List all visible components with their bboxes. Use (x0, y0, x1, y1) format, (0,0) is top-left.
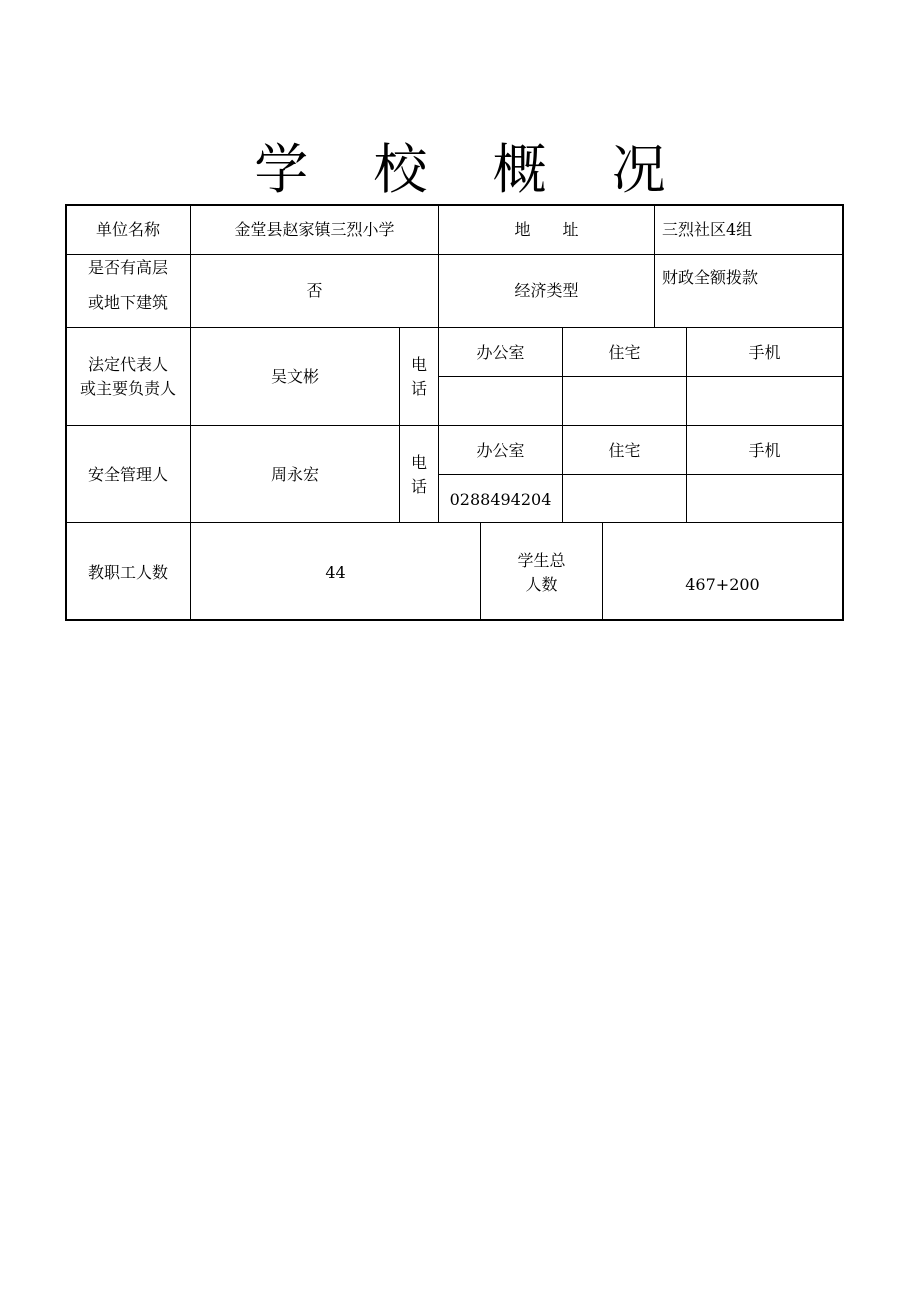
staff-count-value: 44 (325, 563, 346, 582)
unit-name-value: 金堂县赵家镇三烈小学 (234, 220, 395, 239)
safety-manager-label: 安全管理人 (87, 465, 168, 484)
safety-manager-value: 周永宏 (270, 465, 319, 484)
row-divider (66, 254, 843, 255)
economic-type-label: 经济类型 (514, 281, 579, 300)
row-divider (66, 327, 843, 328)
table-border-top (65, 204, 844, 206)
table-border-bottom (65, 619, 844, 621)
student-count-label-line2: 人数 (525, 575, 558, 594)
page-title: 学 校 概 况 (254, 138, 690, 201)
row-divider (66, 425, 843, 426)
col-divider (654, 205, 655, 327)
staff-count-label: 教职工人数 (87, 563, 168, 582)
economic-type-value: 财政全额拨款 (662, 268, 759, 287)
col-divider (190, 205, 191, 620)
address-value: 三烈社区4组 (662, 220, 753, 239)
mobile-phone-header: 手机 (748, 343, 781, 362)
unit-name-label: 单位名称 (95, 220, 160, 239)
row-divider (438, 474, 843, 475)
highrise-value: 否 (306, 281, 323, 300)
home-phone-header: 住宅 (608, 441, 641, 460)
student-count-label-line1: 学生总 (517, 551, 566, 570)
office-phone-header: 办公室 (476, 343, 525, 362)
phone-label-line2: 话 (410, 477, 427, 496)
office-phone-header: 办公室 (476, 441, 525, 460)
safety-office-phone: 0288494204 (449, 490, 552, 509)
row-divider (438, 376, 843, 377)
col-divider (602, 522, 603, 620)
phone-label-line1: 电 (410, 453, 427, 472)
home-phone-header: 住宅 (608, 343, 641, 362)
legal-rep-label-line1: 法定代表人 (87, 355, 168, 374)
legal-rep-value: 吴文彬 (270, 367, 319, 386)
highrise-label-line1: 是否有高层 (87, 258, 168, 277)
legal-rep-label-line2: 或主要负责人 (79, 379, 176, 398)
phone-label-line2: 话 (410, 379, 427, 398)
student-count-value: 467+200 (685, 575, 760, 594)
address-label: 地 址 (514, 220, 579, 239)
highrise-label-line2: 或地下建筑 (87, 293, 168, 312)
phone-label-line1: 电 (410, 355, 427, 374)
mobile-phone-header: 手机 (748, 441, 781, 460)
table-border-right (842, 204, 844, 621)
row-divider (66, 522, 843, 523)
